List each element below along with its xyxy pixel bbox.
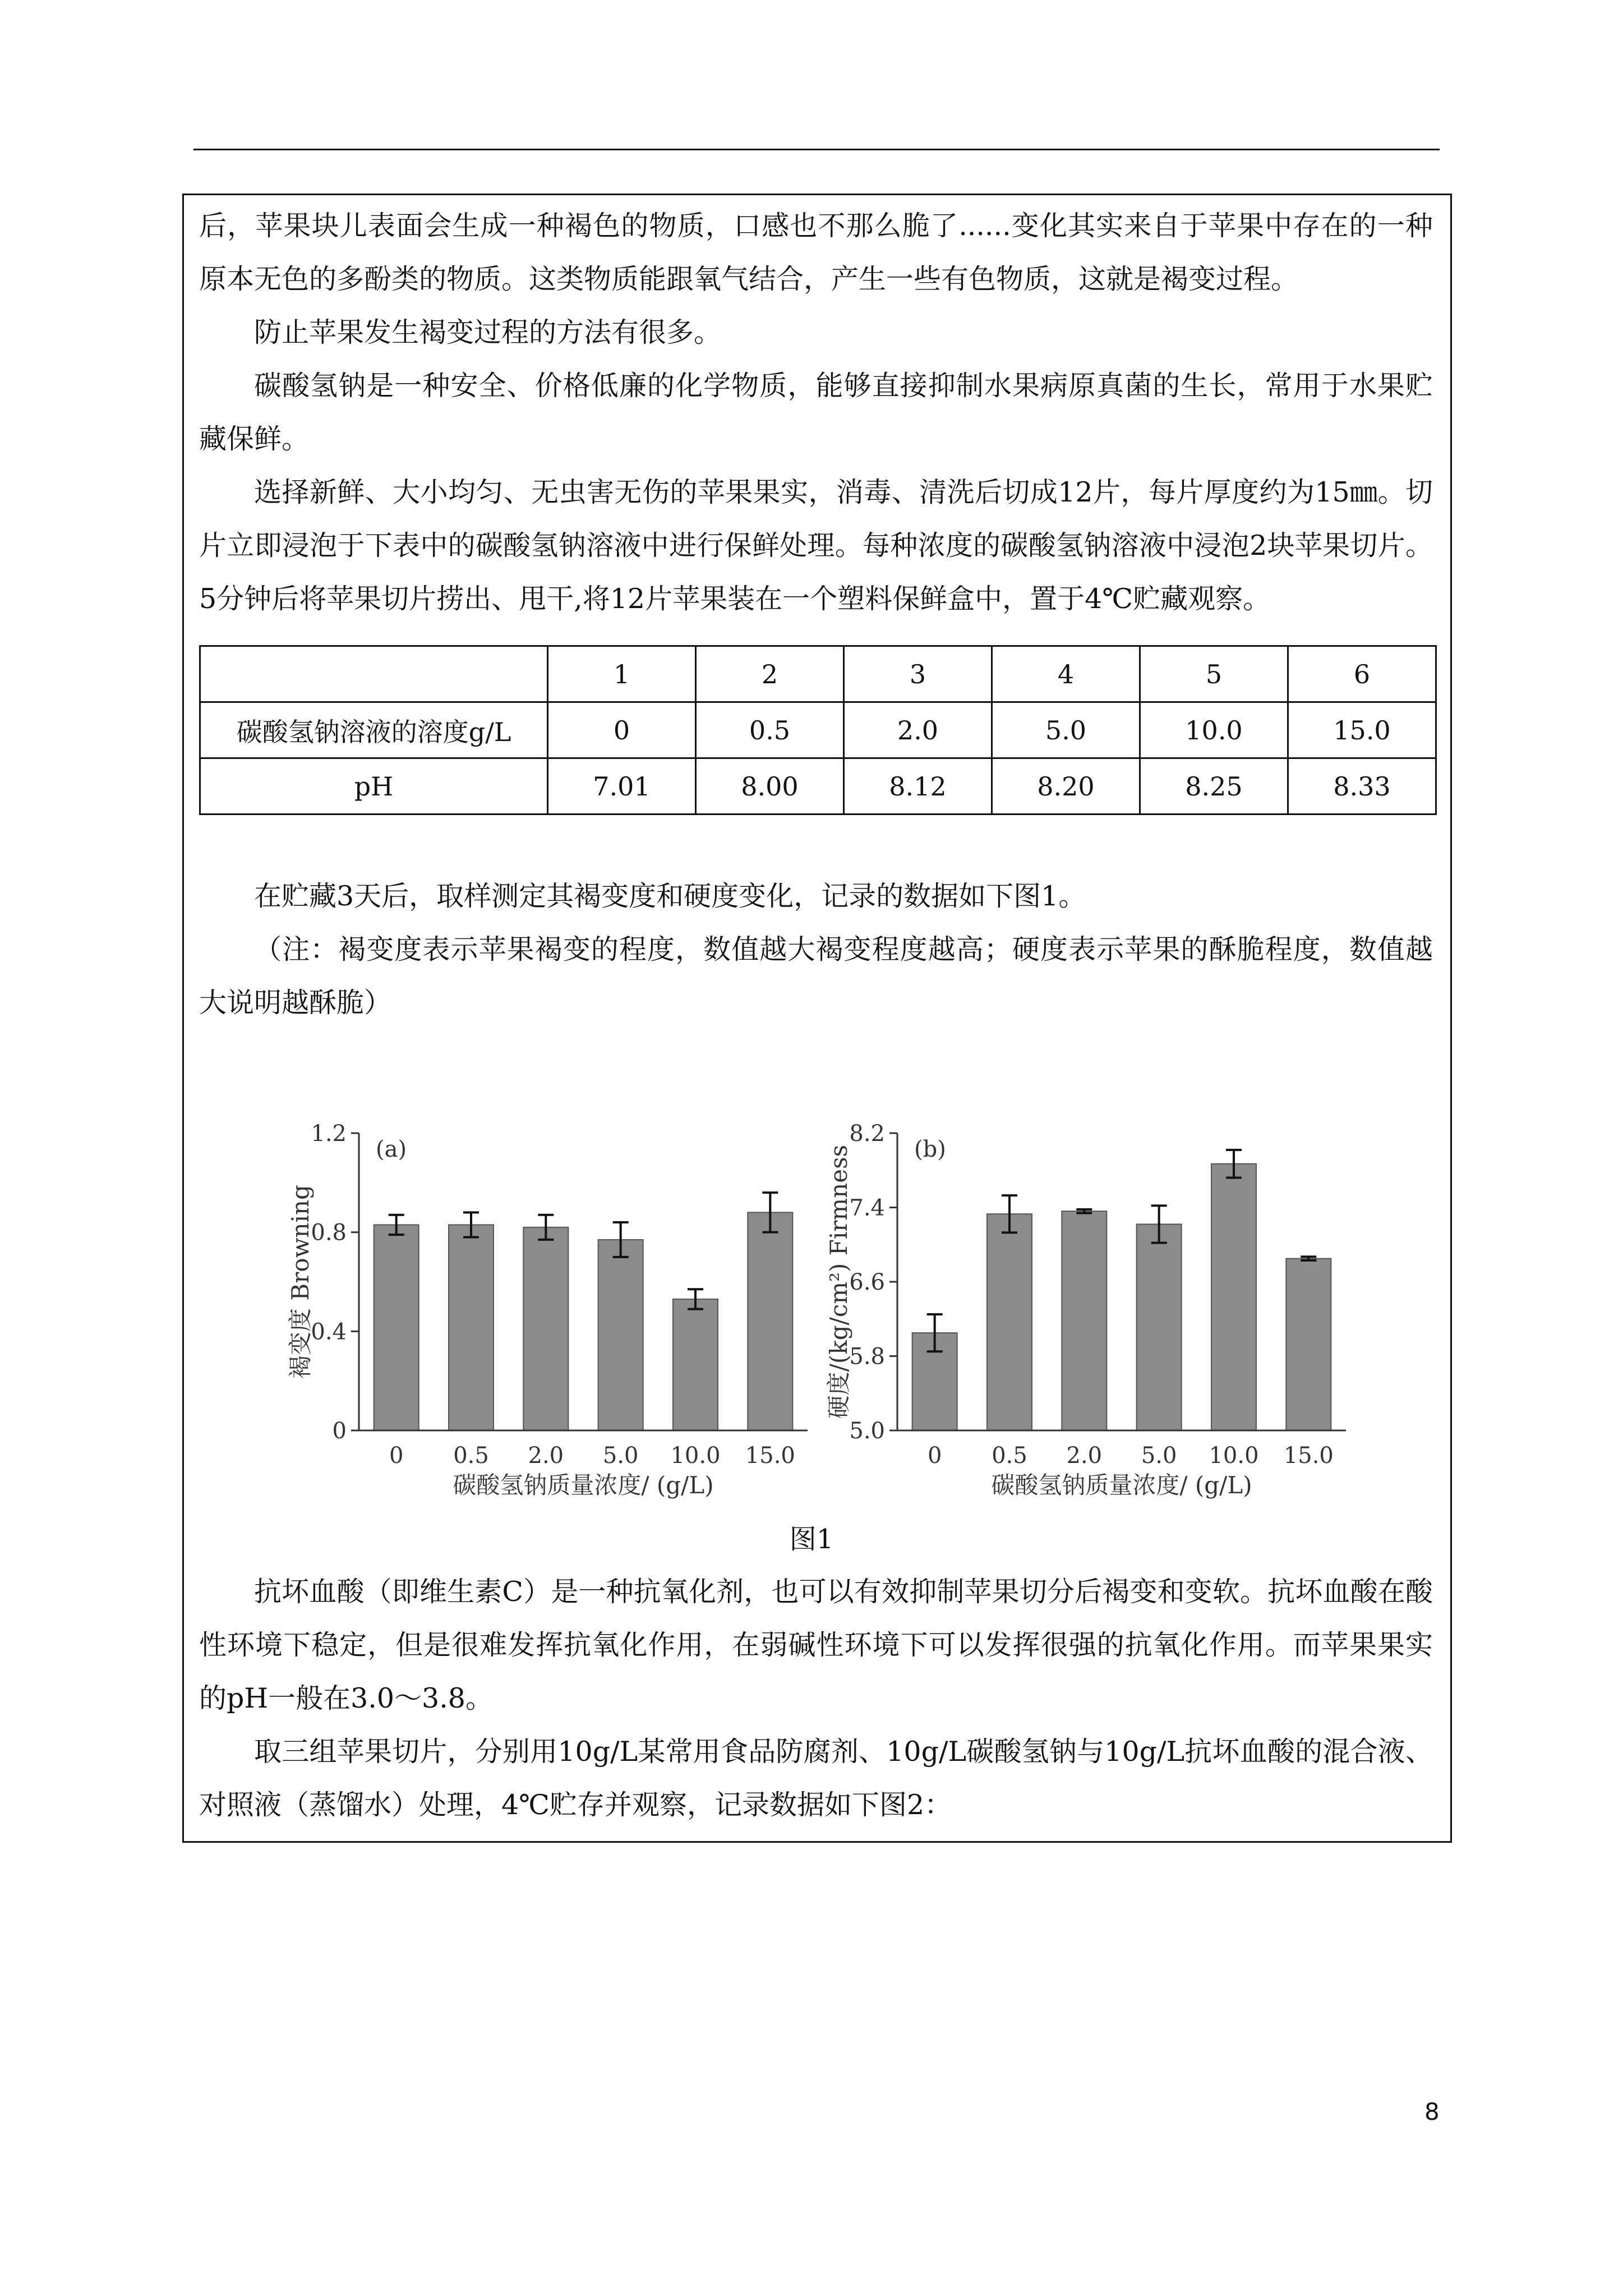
table-cell: 8.00 [696,758,844,815]
table-cell: 8.25 [1140,758,1288,815]
chart-bar [449,1225,494,1430]
y-tick-label: 0 [332,1418,347,1444]
x-tick-label: 15.0 [1283,1443,1334,1469]
table-cell: 8.12 [844,758,992,815]
browning-chart [269,1116,830,1509]
table-cell: 8.20 [992,758,1140,815]
firmness-chart [808,1116,1368,1509]
paragraph-storage-result: 在贮藏3天后，取样测定其褐变度和硬度变化，记录的数据如下图1。 [254,880,1086,912]
table-row [200,646,1436,702]
table-cell: 1 [548,646,696,702]
chart-bar [1286,1259,1331,1430]
x-tick-label: 0.5 [992,1443,1027,1469]
table-cell: pH [200,758,548,815]
x-tick-label: 5.0 [1141,1443,1177,1469]
table-cell: 8.33 [1288,758,1436,815]
chart-bar [1137,1224,1182,1430]
x-tick-label: 2.0 [528,1443,564,1469]
y-tick-label: 7.4 [849,1195,885,1221]
table-cell: 4 [992,646,1140,702]
concentration-table [199,645,1437,815]
y-tick-label: 6.6 [849,1269,885,1295]
y-tick-label: 5.8 [849,1343,885,1370]
page-number: 8 [1424,2098,1440,2125]
table-cell: 5.0 [992,702,1140,758]
y-tick-label: 0.8 [311,1220,347,1246]
paragraph-note: （注：褐变度表示苹果褐变的程度，数值越大褐变程度越高；硬度表示苹果的酥脆程度，数值越大说明越酥脆） [199,933,1433,1019]
table-cell: 7.01 [548,758,696,815]
x-tick-label: 0 [389,1443,404,1469]
table-cell: 2.0 [844,702,992,758]
paragraph-methods-intro: 防止苹果发生褐变过程的方法有很多。 [254,316,722,348]
chart-bar [598,1240,643,1430]
paragraph-sodium-bicarbonate: 碳酸氢钠是一种安全、价格低廉的化学物质，能够直接抑制水果病原真菌的生长，常用于水果贮藏保鲜。 [199,370,1433,455]
y-tick-label: 5.0 [849,1418,885,1444]
table-cell: 0 [548,702,696,758]
table-cell: 0.5 [696,702,844,758]
table-cell: 碳酸氢钠溶液的溶度g/L [200,702,548,758]
table-row [200,758,1436,815]
table-cell [200,646,548,702]
y-tick-label: 8.2 [849,1121,885,1147]
table-cell: 5 [1140,646,1288,702]
chart-bar [673,1299,718,1430]
table-cell: 6 [1288,646,1436,702]
x-tick-label: 10.0 [670,1443,721,1469]
table-cell: 2 [696,646,844,702]
table-cell: 15.0 [1288,702,1436,758]
table-cell: 10.0 [1140,702,1288,758]
chart-bar [987,1214,1032,1430]
header-rule [193,149,1440,150]
y-axis-title: 褐变度 Browning [287,1185,314,1379]
y-axis-title: 硬度/(kg/cm²) Firmness [825,1144,852,1419]
paragraph-experiment-2: 取三组苹果切片，分别用10g/L某常用食品防腐剂、10g/L碳酸氢钠与10g/L抗坏血酸的混合液、对照液（蒸馏水）处理，4℃贮存并观察，记录数据如下图2： [199,1736,1433,1821]
chart-bar [748,1212,792,1430]
table-cell: 3 [844,646,992,702]
x-tick-label: 0 [927,1443,942,1469]
panel-label: (a) [376,1137,407,1162]
x-tick-label: 10.0 [1209,1443,1259,1469]
panel-label: (b) [914,1137,946,1162]
x-tick-label: 2.0 [1066,1443,1103,1469]
x-axis-title: 碳酸氢钠质量浓度/ (g/L) [991,1471,1252,1499]
y-tick-label: 1.2 [311,1121,347,1147]
chart-bar [1062,1211,1106,1430]
paragraph-browning-intro: 后，苹果块儿表面会生成一种褐色的物质，口感也不那么脆了......变化其实来自于苹果中存在的一种原本无色的多酚类的物质。这类物质能跟氧气结合，产生一些有色物质，这就是褐变过程。 [199,210,1433,295]
chart-bar [374,1225,419,1430]
x-tick-label: 0.5 [453,1443,489,1469]
figure-caption: 图1 [789,1524,834,1555]
table-row [200,702,1436,758]
x-tick-label: 5.0 [602,1443,639,1469]
paragraph-procedure: 选择新鲜、大小均匀、无虫害无伤的苹果果实，消毒、清洗后切成12片，每片厚度约为15㎜。切片立即浸泡于下表中的碳酸氢钠溶液中进行保鲜处理。每种浓度的碳酸氢钠溶液中浸泡2块苹果切片。5分钟后将苹果切片捞出、甩干,将12片苹果装在一个塑料保鲜盒中，置于4℃贮藏观察。 [199,476,1433,615]
x-axis-title: 碳酸氢钠质量浓度/ (g/L) [453,1471,714,1499]
y-tick-label: 0.4 [311,1319,347,1345]
chart-bar [1211,1164,1256,1430]
paragraph-ascorbic-acid: 抗坏血酸（即维生素C）是一种抗氧化剂，也可以有效抑制苹果切分后褐变和变软。抗坏血酸在酸性环境下稳定，但是很难发挥抗氧化作用，在弱碱性环境下可以发挥很强的抗氧化作用。而苹果果实的pH一般在3.0～3.8。 [199,1576,1433,1714]
x-tick-label: 15.0 [745,1443,795,1469]
chart-bar [523,1227,568,1430]
